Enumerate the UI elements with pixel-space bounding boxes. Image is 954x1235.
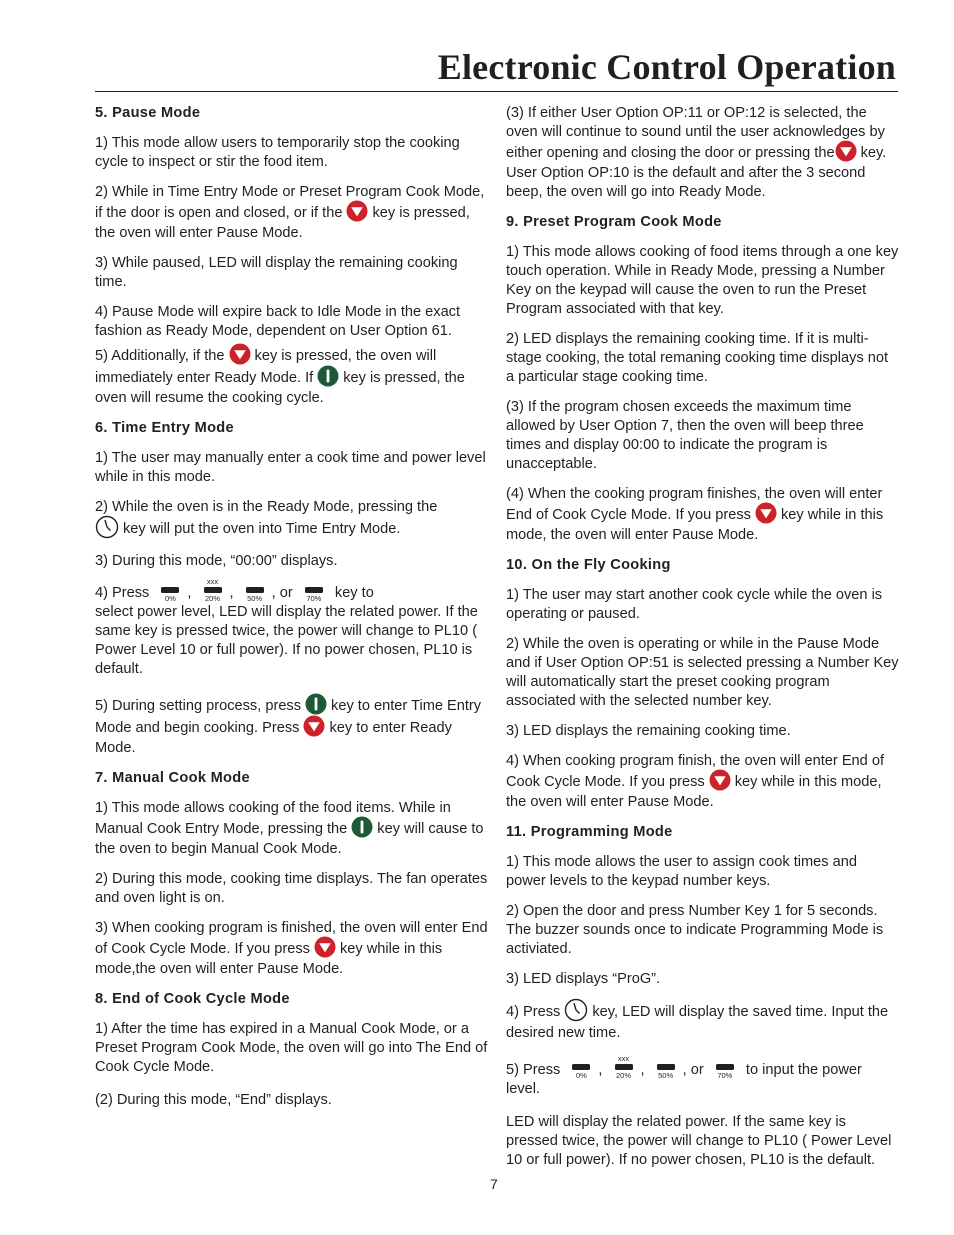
timer-key-icon	[95, 515, 119, 539]
paragraph: 1) The user may manually enter a cook time and power level while in this mode.	[95, 450, 486, 485]
text: key will put the oven into Time Entry Mode.	[123, 520, 401, 537]
stop-key-red-icon	[755, 502, 777, 524]
paragraph	[95, 345, 489, 408]
text: key is pressed, the oven will enter Pause Mode.	[95, 204, 470, 241]
power-key-20: xxx 20%	[205, 577, 221, 603]
paragraph: 3) LED displays the remaining cooking time.	[506, 723, 791, 739]
power-key-50: 50%	[239, 586, 271, 603]
stop-key-red-icon	[229, 343, 251, 365]
section-heading-pause-mode: 5. Pause Mode	[95, 105, 201, 121]
paragraph	[95, 799, 489, 859]
text: 2) While in Time Entry Mode or Preset Program Cook Mode, if the door is open and closed, or if the	[95, 184, 485, 221]
text: select power level, LED will display the related power. If the same key is pressed twice, the power will change to PL10 ( Power Level 10 or full power). If no power chosen, PL10 is default.	[95, 604, 478, 677]
paragraph: 3) LED displays “ProG”.	[506, 971, 661, 987]
paragraph: 1) This mode allows the user to assign cook times and power levels to the keypad number keys.	[506, 854, 857, 889]
text: key to	[334, 585, 374, 601]
text: 4) Press	[506, 1003, 561, 1020]
text: key while in this mode,the oven will enter Pause Mode.	[95, 940, 443, 977]
stop-key-red-icon	[709, 769, 731, 791]
stop-key-red-icon	[835, 140, 857, 162]
text: (3) If either User Option OP:11 or OP:12 is selected, the oven will continue to sound until the user acknowledges by either opening and closing the door or pressing the	[506, 105, 885, 161]
paragraph: 2) During this mode, cooking time displays. The fan operates and oven light is on.	[95, 871, 488, 906]
section-heading-preset-program-cook-mode: 9. Preset Program Cook Mode	[506, 214, 722, 230]
paragraph: 4) Pause Mode will expire back to Idle Mode in the exact fashion as Ready Mode, dependent on User Option 61.	[95, 304, 461, 339]
power-key-70: 70%	[709, 1063, 741, 1080]
paragraph: (3) If the program chosen exceeds the maximum time allowed by User Option 7, then the oven will beep three times and display 00:00 to indicate the program is unacceptable.	[506, 399, 864, 472]
text: key to enter Ready Mode.	[95, 719, 452, 756]
power-key-20: xxx 20%	[616, 1054, 632, 1080]
power-key-0: 0%	[565, 1063, 597, 1080]
section-heading-on-the-fly-cooking: 10. On the Fly Cooking	[506, 557, 671, 573]
text: key will cause to the oven to begin Manual Cook Mode.	[95, 820, 484, 857]
stop-key-red-icon	[314, 936, 336, 958]
text: key is pressed, the oven will resume the cooking cycle.	[95, 369, 465, 406]
paragraph	[506, 485, 900, 545]
page-number: 7	[490, 1176, 498, 1192]
text: or	[279, 585, 293, 601]
paragraph	[506, 1054, 900, 1099]
paragraph: LED will display the related power. If the same key is pressed twice, the power will change to PL10 ( Power Level 10 or full power). If no power chosen, PL10 is the default.	[506, 1114, 892, 1168]
right-column	[506, 104, 900, 1181]
power-key-0: 0%	[154, 586, 186, 603]
text: 5) During setting process, press	[95, 697, 302, 714]
separator: ,	[682, 1062, 687, 1078]
paragraph	[506, 752, 900, 812]
section-heading-end-of-cook-cycle-mode: 8. End of Cook Cycle Mode	[95, 991, 290, 1007]
paragraph: 3) During this mode, “00:00” displays.	[95, 553, 338, 569]
section-heading-programming-mode: 11. Programming Mode	[506, 824, 673, 840]
start-key-green-icon	[351, 816, 373, 838]
text: or	[690, 1062, 704, 1078]
separator: ,	[229, 585, 234, 601]
text: key. User Option OP:10 is the default and after the 3 second beep, the oven will go into Ready Mode.	[506, 144, 887, 200]
title-rule	[95, 91, 898, 92]
paragraph: 2) While the oven is operating or while in the Pause Mode and if User Option OP:51 is selected pressing a Number Key will automatically start the preset cooking program associated with the selected number key.	[506, 636, 899, 709]
text: key is pressed, the oven will immediately enter Ready Mode. If	[95, 347, 437, 386]
text: 1) This mode allows cooking of the food items. While in Manual Cook Entry Mode, pressing the	[95, 800, 451, 837]
text: 3) When cooking program is finished, the oven will enter End of Cook Cycle Mode. If you press	[95, 920, 488, 957]
text: 4) Press	[95, 585, 150, 601]
separator: ,	[187, 585, 192, 601]
paragraph	[95, 498, 489, 541]
separator: ,	[598, 1062, 603, 1078]
paragraph: 1) After the time has expired in a Manual Cook Mode, or a Preset Program Cook Mode, the oven will go into The End of Cook Cycle Mode.	[95, 1021, 488, 1075]
timer-key-icon	[564, 998, 588, 1022]
paragraph: 1) This mode allows cooking of food items through a one key touch operation. While in Ready Mode, pressing a Number Key on the keypad will cause the oven to run the Preset Program associated with that key.	[506, 244, 899, 317]
power-key-70: 70%	[298, 586, 330, 603]
text: to input the power level.	[506, 1062, 862, 1097]
text: key to enter Time Entry Mode and begin cooking. Press	[95, 697, 482, 736]
paragraph	[95, 577, 489, 679]
text: key while in this mode, the oven will enter Pause Mode.	[506, 773, 882, 810]
separator: ,	[271, 585, 276, 601]
section-heading-manual-cook-mode: 7. Manual Cook Mode	[95, 770, 250, 786]
paragraph: 2) LED displays the remaining cooking time. If it is multi-stage cooking, the total remaning cooking time displays not a particular stage cooking time.	[506, 331, 889, 385]
power-key-50: 50%	[650, 1063, 682, 1080]
text: (4) When the cooking program finishes, the oven will enter End of Cook Cycle Mode. If you press	[506, 486, 883, 523]
section-heading-time-entry-mode: 6. Time Entry Mode	[95, 420, 234, 436]
paragraph	[506, 104, 900, 202]
paragraph	[95, 919, 489, 979]
text: 4) When cooking program finish, the oven will enter End of Cook Cycle Mode. If you press	[506, 753, 885, 790]
text: 2) While the oven is in the Ready Mode, pressing the	[95, 499, 438, 515]
text: 5) Press	[506, 1062, 561, 1078]
text: key while in this mode, the oven will enter Pause Mode.	[506, 506, 884, 543]
paragraph	[95, 695, 489, 758]
start-key-green-icon	[317, 365, 339, 387]
text: key, LED will display the saved time. Input the desired new time.	[506, 1003, 889, 1041]
left-column	[95, 104, 489, 1121]
paragraph	[506, 1000, 900, 1043]
text: 5) Additionally, if the	[95, 347, 225, 364]
paragraph	[95, 183, 489, 243]
page-title: Electronic Control Operation	[437, 47, 896, 87]
paragraph: 1) This mode allow users to temporarily stop the cooking cycle to inspect or stir the food item.	[95, 135, 460, 170]
paragraph: 2) Open the door and press Number Key 1 for 5 seconds. The buzzer sounds once to indicate Programming Mode is activiated.	[506, 903, 884, 957]
paragraph: 1) The user may start another cook cycle while the oven is operating or paused.	[506, 587, 883, 622]
paragraph: (2) During this mode, “End” displays.	[95, 1092, 332, 1108]
paragraph: 3) While paused, LED will display the remaining cooking time.	[95, 255, 458, 290]
separator: ,	[640, 1062, 645, 1078]
start-key-green-icon	[305, 693, 327, 715]
stop-key-red-icon	[303, 715, 325, 737]
stop-key-red-icon	[346, 200, 368, 222]
